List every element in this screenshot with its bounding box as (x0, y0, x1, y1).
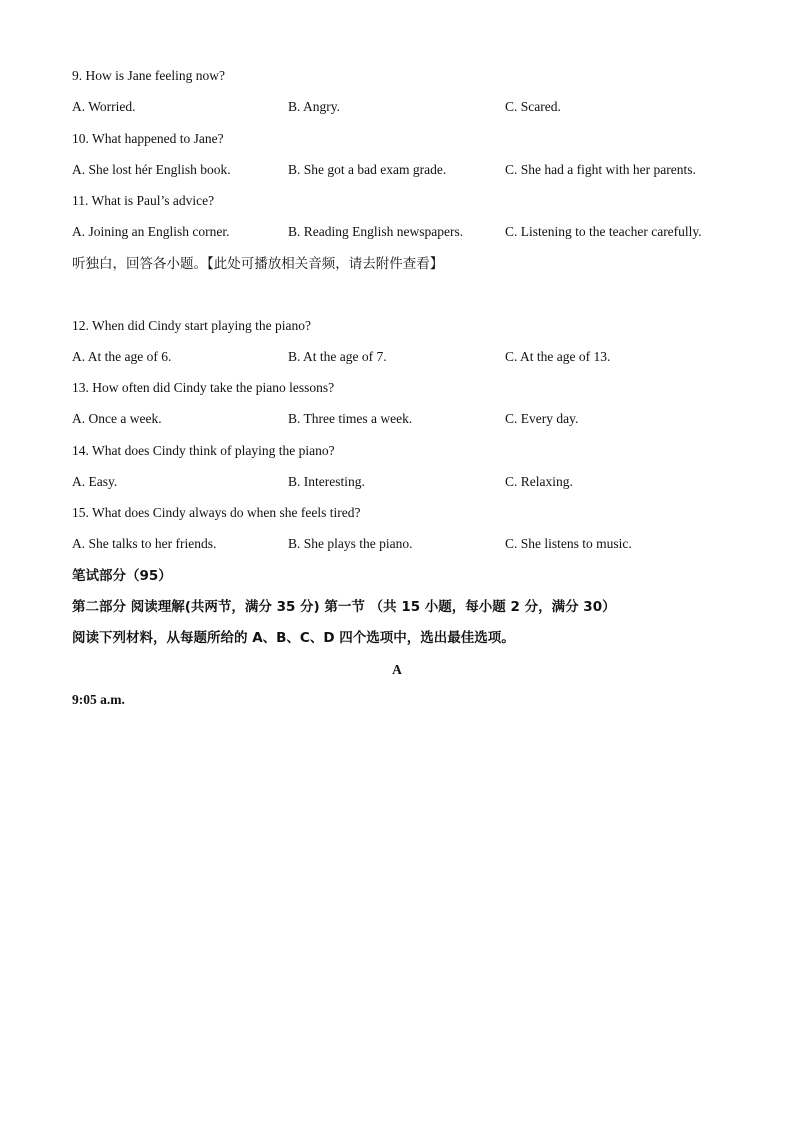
q12-option-b: B. At the age of 7. (288, 349, 387, 364)
q11-option-b: B. Reading English newspapers. (288, 224, 464, 239)
question-14: 14. What does Cindy think of playing the piano? (72, 443, 335, 458)
q12-option-c: C. At the age of 13. (505, 349, 611, 364)
q9-option-c: C. Scared. (505, 99, 561, 114)
q14-option-b: B. Interesting. (288, 474, 365, 489)
written-section-title: 笔试部分（95） (72, 568, 172, 584)
q11-option-c: C. Listening to the teacher carefully. (505, 224, 702, 239)
q9-option-b: B. Angry. (288, 99, 341, 114)
q13-option-a: A. Once a week. (72, 411, 162, 426)
passage-label: A (392, 662, 402, 677)
q10-option-c: C. She had a fight with her parents. (505, 162, 696, 177)
q12-option-a: A. At the age of 6. (72, 349, 172, 364)
q15-option-c: C. She listens to music. (505, 536, 632, 551)
question-9: 9. How is Jane feeling now? (72, 68, 225, 83)
q15-option-a: A. She talks to her friends. (72, 536, 217, 551)
monologue-instruction: 听独白，回答各小题。【此处可播放相关音频，请去附件查看】 (72, 256, 444, 272)
q14-option-c: C. Relaxing. (505, 474, 573, 489)
q10-option-a: A. She lost hér English book. (72, 162, 231, 177)
part2-heading: 第二部分 阅读理解(共两节，满分 35 分) 第一节 （共 15 小题，每小题 2 分，满分 30） (72, 599, 616, 615)
q14-option-a: A. Easy. (72, 474, 118, 489)
q15-option-b: B. She plays the piano. (288, 536, 413, 551)
q13-option-b: B. Three times a week. (288, 411, 413, 426)
passage-time: 9:05 a.m. (72, 692, 125, 707)
question-12: 12. When did Cindy start playing the piano? (72, 318, 311, 333)
q13-option-c: C. Every day. (505, 411, 579, 426)
q9-option-a: A. Worried. (72, 99, 136, 114)
question-13: 13. How often did Cindy take the piano lessons? (72, 380, 335, 395)
question-10: 10. What happened to Jane? (72, 131, 224, 146)
question-11: 11. What is Paul’s advice? (72, 193, 215, 208)
q11-option-a: A. Joining an English corner. (72, 224, 230, 239)
question-15: 15. What does Cindy always do when she feels tired? (72, 505, 361, 520)
reading-instruction: 阅读下列材料，从每题所给的 A、B、C、D 四个选项中，选出最佳选项。 (72, 630, 515, 646)
q10-option-b: B. She got a bad exam grade. (288, 162, 447, 177)
